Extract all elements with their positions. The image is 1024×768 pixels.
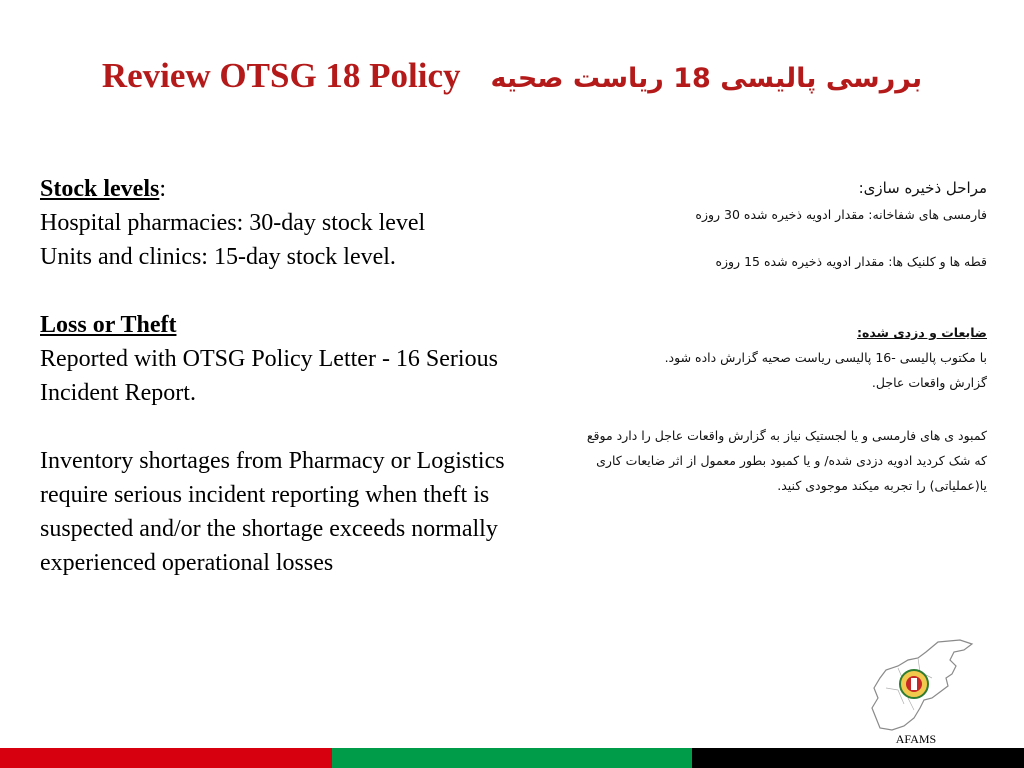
stock-levels-heading: Stock levels (40, 176, 160, 202)
footer-black-stripe (692, 748, 1024, 768)
dari-content (535, 174, 987, 498)
loss-theft-heading: Loss or Theft (40, 312, 177, 338)
dari-loss-line1: با مکتوب پالیسی -16 پالیسی ریاست صحیه گزارش داده شود. (664, 350, 987, 365)
dari-stock-line2: قطه ها و کلنیک ها: مقدار ادویه ذخیره شده 15 روزه (715, 254, 987, 269)
loss-theft-text: Reported with OTSG Policy Letter - 16 Serious Incident Report. (40, 346, 498, 406)
slide-title (0, 52, 1024, 103)
footer-red-stripe (0, 748, 332, 768)
hospital-pharmacies-text: Hospital pharmacies: 30-day stock level (40, 210, 426, 236)
afams-label: AFAMS (895, 732, 937, 746)
dari-stock-heading: مراحل ذخیره سازی: (858, 179, 987, 197)
dari-loss-heading: ضایعات و دزدی شده: (857, 325, 987, 340)
dari-stock-line1: فارمسی های شفاخانه: مقدار ادویه ذخیره شده 30 روزه (695, 207, 987, 222)
slide-title-english: Review OTSG 18 Policy (101, 56, 461, 95)
afghanistan-map-logo (868, 638, 978, 736)
dari-loss-line2: گزارش واقعات عاجل. (871, 375, 987, 390)
stock-levels-colon: : (159, 176, 166, 202)
footer-green-stripe (332, 748, 692, 768)
dari-inventory-paragraph: کمبود ی های فارمسی و یا لجستیک نیاز به گزارش واقعات عاجل را دارد موقع که شک کردید ادویه دزدی شده/ و یا کمبود بطور معمول از اثر ضایعات کاری یا(عملیاتی) را تجربه میکند موجودی کنید. (586, 428, 987, 493)
stock-levels-heading-row (40, 172, 510, 206)
inventory-shortages-text: Inventory shortages from Pharmacy or Logistics require serious incident reporting when theft is suspected and/or the shortage exceeds normally experienced operational losses (40, 448, 505, 576)
units-clinics-text: Units and clinics: 15-day stock level. (40, 244, 396, 270)
english-content (40, 172, 510, 580)
slide-title-dari: بررسی پالیسی 18 ریاست صحیه (490, 63, 923, 94)
